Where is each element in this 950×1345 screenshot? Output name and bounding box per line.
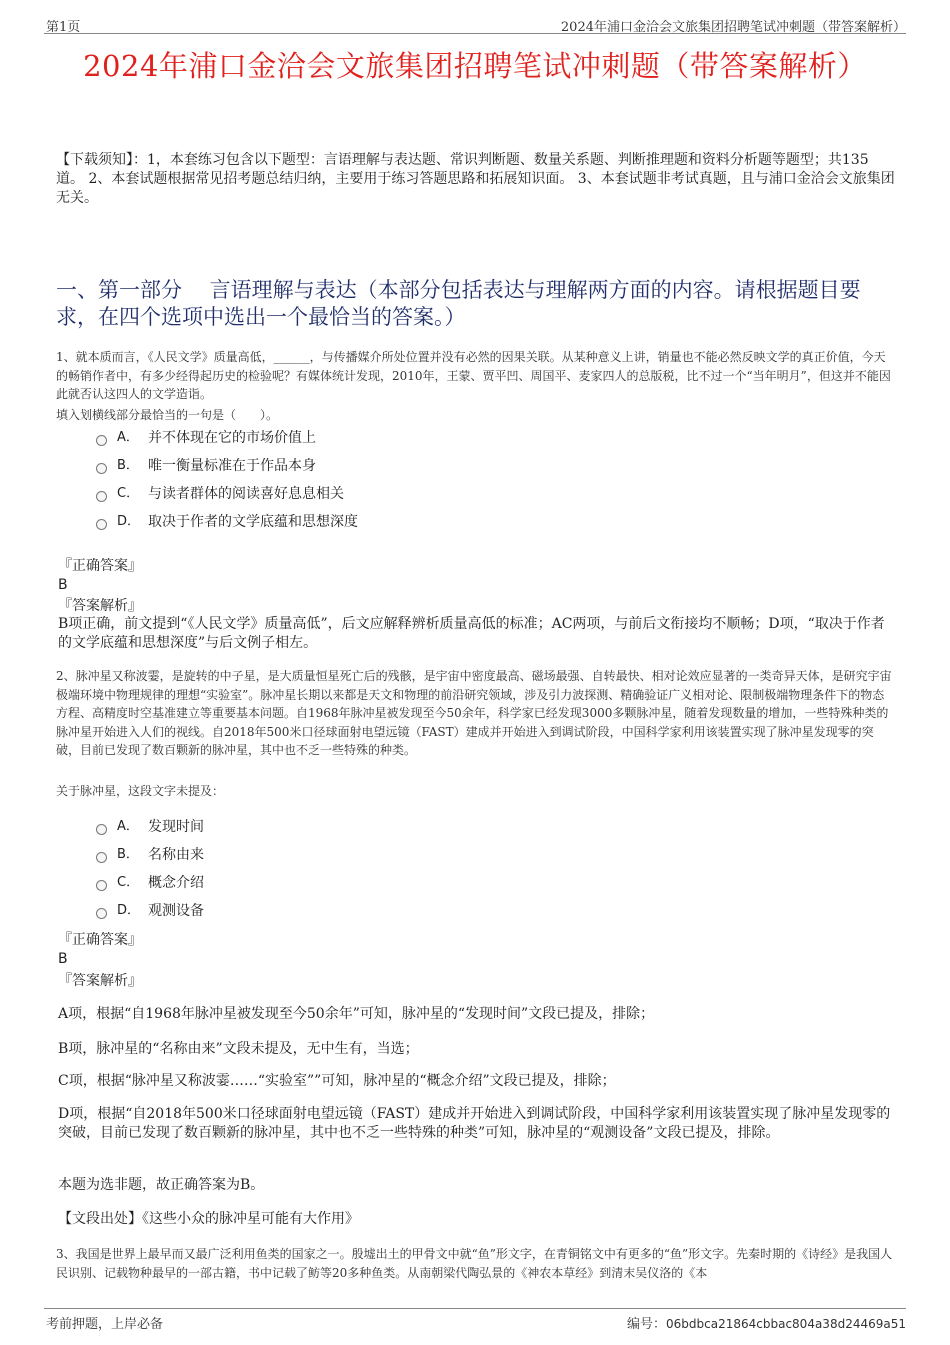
document-code (627, 1313, 906, 1332)
radio-icon[interactable] (96, 880, 107, 891)
q1-option-b[interactable] (96, 456, 316, 476)
question-2-prompt: 关于脉冲星，这段文字未提及： (56, 784, 225, 798)
q1-option-c[interactable] (96, 484, 344, 504)
q1-analysis-label: 『答案解析』 (58, 598, 142, 614)
page-number: 第1页 (46, 20, 81, 35)
option-text: 概念介绍 (148, 875, 204, 891)
footer-divider (44, 1308, 906, 1309)
option-letter: C． (117, 486, 140, 501)
question-3-stem: 3、我国是世界上最早而又最广泛利用鱼类的国家之一。殷墟出土的甲骨文中就“鱼”形文字，在青铜铭文中有更多的“鱼”形文字。先秦时期的《诗经》是我国人民识别、记载物种最早的一部古籍，书中记载了鲂等20多种鱼类。从南朝梁代陶弘景的《神农本草经》到清末吴仪洛的《本 (56, 1247, 893, 1280)
document-code-value: 06bdbca21864cbbac804a38d24469a51 (666, 1317, 906, 1331)
page-title: 2024年浦口金洽会文旅集团招聘笔试冲刺题（带答案解析） (83, 49, 867, 83)
option-text: 与读者群体的阅读喜好息息相关 (148, 486, 344, 502)
option-letter: A． (117, 430, 139, 445)
header-divider (44, 33, 906, 34)
question-2-stem: 2、脉冲星又称波霎，是旋转的中子星，是大质量恒星死亡后的残骸，是宇宙中密度最高、磁场最强、自转最快、相对论效应显著的一类奇异天体，是研究宇宙极端环境中物理规律的理想“实验室”。脉冲星长期以来都是天文和物理的前沿研究领域，涉及引力波探测、精确验证广义相对论、限制极端物理条件下的物态方程、高精度时空基准建立等重要基本问题。自1968年脉冲星被发现至今50余年，科学家已经发现3000多颗脉冲星，随着发现数量的增加，一些特殊种类的脉冲星开始进入人们的视线。自2018年500米口径球面射电望远镜（FAST）建成并开始进入到调试阶段，中国科学家利用该装置实现了脉冲星发现零的突破，目前已发现了数百颗新的脉冲星，其中也不乏一些特殊的种类。 (56, 669, 892, 757)
q1-answer-label: 『正确答案』 (58, 558, 142, 574)
q2-answer-label: 『正确答案』 (58, 932, 142, 948)
q2-option-a[interactable] (96, 817, 204, 837)
q1-option-a[interactable] (96, 428, 316, 448)
option-letter: D． (117, 903, 141, 918)
radio-icon[interactable] (96, 852, 107, 863)
radio-icon[interactable] (96, 519, 107, 530)
q2-analysis-b: B项，脉冲星的“名称由来”文段未提及，无中生有，当选； (58, 1041, 419, 1057)
q1-analysis: B项正确，前文提到“《人民文学》质量高低”，后文应解释辨析质量高低的标准；AC两项，与前后文衔接均不顺畅；D项，“取决于作者的文学底蕴和思想深度”与后文例子相左。 (58, 616, 885, 651)
radio-icon[interactable] (96, 491, 107, 502)
q2-analysis-a: A项，根据“自1968年脉冲星被发现至今50余年”可知，脉冲星的“发现时间”文段已提及，排除； (58, 1006, 655, 1022)
q2-source: 【文段出处】《这些小众的脉冲星可能有大作用》 (58, 1211, 359, 1227)
option-text: 名称由来 (148, 847, 204, 863)
download-notice: 【下载须知】：1，本套练习包含以下题型：言语理解与表达题、常识判断题、数量关系题、判断推理题和资料分析题等题型；共135道。 2、本套试题根据常见招考题总结归纳，主要用于练习答题思路和拓展知识面。 3、本套试题非考试真题，且与浦口金洽会文旅集团无关。 (56, 152, 895, 206)
q2-option-d[interactable] (96, 901, 204, 921)
q2-analysis-c: C项，根据“脉冲星又称波霎……“实验室””可知，脉冲星的“概念介绍”文段已提及，排除； (58, 1073, 616, 1089)
option-text: 观测设备 (148, 903, 204, 919)
footer-slogan: 考前押题，上岸必备 (46, 1317, 164, 1332)
question-1-prompt: 填入划横线部分最恰当的一句是（ ）。 (56, 408, 279, 422)
option-letter: B． (117, 847, 139, 862)
question-1-stem: 1、就本质而言，《人民文学》质量高低，______，与传播媒介所处位置并没有必然的因果关联。从某种意义上讲，销量也不能必然反映文学的真正价值，今天的畅销作者中，有多少经得起历史的检验呢？有媒体统计发现，2010年，王蒙、贾平凹、周国平、麦家四人的总版税，比不过一个“当年明月”，但这并不能因此就否认这四人的文学造诣。 (56, 350, 891, 401)
q1-answer: B (58, 577, 68, 593)
option-letter: A． (117, 819, 139, 834)
q2-conclusion: 本题为选非题，故正确答案为B。 (58, 1177, 265, 1193)
option-text: 发现时间 (148, 819, 204, 835)
radio-icon[interactable] (96, 435, 107, 446)
option-text: 取决于作者的文学底蕴和思想深度 (148, 514, 358, 530)
option-letter: C． (117, 875, 140, 890)
q2-analysis-label: 『答案解析』 (58, 973, 142, 989)
radio-icon[interactable] (96, 463, 107, 474)
option-letter: B． (117, 458, 139, 473)
option-text: 唯一衡量标准在于作品本身 (148, 458, 316, 474)
q1-option-d[interactable] (96, 512, 358, 532)
option-text: 并不体现在它的市场价值上 (148, 430, 316, 446)
document-code-label: 编号： (627, 1317, 667, 1332)
radio-icon[interactable] (96, 824, 107, 835)
section-heading: 一、第一部分 言语理解与表达（本部分包括表达与理解两方面的内容。请根据题目要求，在四个选项中选出一个最恰当的答案。） (56, 278, 861, 329)
q2-option-b[interactable] (96, 845, 204, 865)
radio-icon[interactable] (96, 908, 107, 919)
q2-analysis-d: D项，根据“自2018年500米口径球面射电望远镜（FAST）建成并开始进入到调试阶段，中国科学家利用该装置实现了脉冲星发现零的突破，目前已发现了数百颗新的脉冲星，其中也不乏一些特殊的种类”可知，脉冲星的“观测设备”文段已提及，排除。 (58, 1106, 891, 1141)
q2-answer: B (58, 951, 68, 967)
q2-option-c[interactable] (96, 873, 204, 893)
running-title: 2024年浦口金洽会文旅集团招聘笔试冲刺题（带答案解析） (560, 20, 906, 35)
option-letter: D． (117, 514, 141, 529)
